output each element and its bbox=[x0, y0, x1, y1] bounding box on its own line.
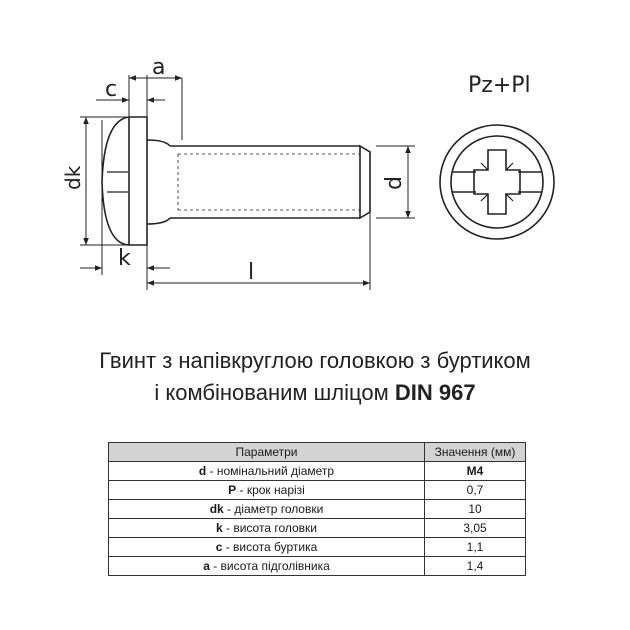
screw-side-view bbox=[102, 117, 370, 245]
product-title bbox=[0, 345, 630, 409]
param-cell bbox=[109, 538, 425, 557]
header-parameters: Параметри bbox=[109, 443, 425, 462]
table-row bbox=[109, 538, 526, 557]
param-desc: - крок нарізі bbox=[236, 483, 305, 497]
table-row bbox=[109, 557, 526, 576]
label-k: k bbox=[118, 246, 131, 271]
value-cell: 0,7 bbox=[425, 481, 526, 500]
param-symbol: d bbox=[198, 464, 207, 478]
table-row bbox=[109, 519, 526, 538]
technical-drawing bbox=[0, 0, 630, 300]
table-header-row bbox=[109, 443, 526, 462]
value-cell: 1,1 bbox=[425, 538, 526, 557]
title-line-2 bbox=[0, 377, 630, 409]
label-l: l bbox=[248, 260, 255, 285]
label-a: a bbox=[152, 55, 166, 80]
value-cell: 10 bbox=[425, 500, 526, 519]
param-cell bbox=[109, 462, 425, 481]
param-symbol: k bbox=[215, 521, 223, 535]
param-desc: - висота підголівника bbox=[209, 559, 330, 573]
param-desc: - номінальний діаметр bbox=[206, 464, 335, 478]
title-line-1: Гвинт з напівкруглою головкою з буртиком bbox=[99, 348, 531, 373]
param-desc: - діаметр голoвки bbox=[223, 502, 324, 516]
screw-end-view bbox=[440, 125, 554, 239]
param-desc: - висота головки bbox=[222, 521, 317, 535]
param-cell bbox=[109, 519, 425, 538]
parameters-table bbox=[108, 442, 526, 576]
label-dk: dk bbox=[61, 165, 85, 190]
label-c: c bbox=[105, 77, 118, 102]
standard-code: DIN 967 bbox=[394, 380, 476, 405]
param-symbol: c bbox=[215, 540, 223, 554]
param-cell bbox=[109, 481, 425, 500]
value-cell: M4 bbox=[425, 462, 526, 481]
param-symbol: a bbox=[203, 559, 210, 573]
param-desc: - висота буртика bbox=[222, 540, 318, 554]
table-row bbox=[109, 462, 526, 481]
param-symbol: P bbox=[228, 483, 237, 497]
value-cell: 3,05 bbox=[425, 519, 526, 538]
drive-type-label: Pz+Pl bbox=[468, 73, 531, 98]
value-cell: 1,4 bbox=[425, 557, 526, 576]
table-row bbox=[109, 500, 526, 519]
param-cell bbox=[109, 557, 425, 576]
title-line-2-text: і комбінованим шліцом bbox=[154, 380, 395, 405]
header-values: Значення (мм) bbox=[425, 443, 526, 462]
param-cell bbox=[109, 500, 425, 519]
table-row bbox=[109, 481, 526, 500]
label-d: d bbox=[382, 176, 407, 190]
param-symbol: dk bbox=[209, 502, 224, 516]
